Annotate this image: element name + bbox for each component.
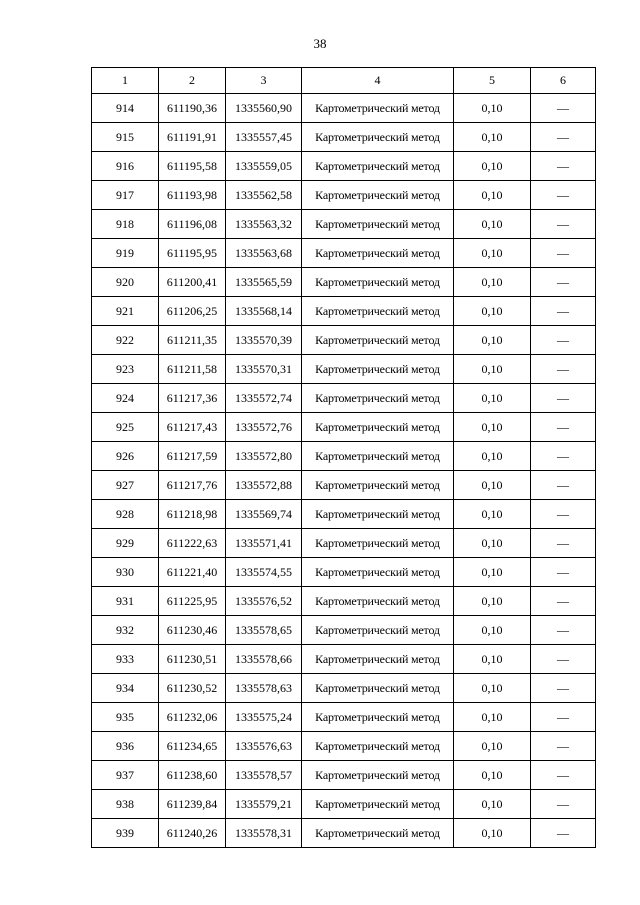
table-row — [92, 674, 596, 703]
y-coordinate-cell: 1335562,58 — [226, 181, 302, 210]
method-cell: Картометрический метод — [302, 326, 454, 355]
method-cell: Картометрический метод — [302, 210, 454, 239]
accuracy-cell: 0,10 — [454, 413, 531, 442]
y-coordinate-cell: 1335571,41 — [226, 529, 302, 558]
accuracy-cell: 0,10 — [454, 152, 531, 181]
y-coordinate-cell: 1335569,74 — [226, 500, 302, 529]
table-row — [92, 326, 596, 355]
table-row — [92, 152, 596, 181]
y-coordinate-cell: 1335560,90 — [226, 94, 302, 123]
table-row — [92, 268, 596, 297]
accuracy-cell: 0,10 — [454, 587, 531, 616]
table-row — [92, 181, 596, 210]
point-number-cell: 920 — [92, 268, 159, 297]
accuracy-cell: 0,10 — [454, 384, 531, 413]
column-header: 6 — [531, 68, 596, 94]
x-coordinate-cell: 611211,35 — [159, 326, 226, 355]
note-cell: — — [531, 297, 596, 326]
table-row — [92, 529, 596, 558]
x-coordinate-cell: 611195,58 — [159, 152, 226, 181]
table-row — [92, 442, 596, 471]
note-cell: — — [531, 94, 596, 123]
accuracy-cell: 0,10 — [454, 732, 531, 761]
accuracy-cell: 0,10 — [454, 210, 531, 239]
y-coordinate-cell: 1335563,32 — [226, 210, 302, 239]
point-number-cell: 939 — [92, 819, 159, 848]
y-coordinate-cell: 1335572,76 — [226, 413, 302, 442]
x-coordinate-cell: 611221,40 — [159, 558, 226, 587]
table-row — [92, 500, 596, 529]
point-number-cell: 922 — [92, 326, 159, 355]
method-cell: Картометрический метод — [302, 442, 454, 471]
x-coordinate-cell: 611191,91 — [159, 123, 226, 152]
point-number-cell: 927 — [92, 471, 159, 500]
x-coordinate-cell: 611196,08 — [159, 210, 226, 239]
x-coordinate-cell: 611217,76 — [159, 471, 226, 500]
accuracy-cell: 0,10 — [454, 471, 531, 500]
point-number-cell: 935 — [92, 703, 159, 732]
table-row — [92, 616, 596, 645]
table-row — [92, 94, 596, 123]
note-cell: — — [531, 471, 596, 500]
table-body — [92, 68, 596, 848]
y-coordinate-cell: 1335578,66 — [226, 645, 302, 674]
method-cell: Картометрический метод — [302, 616, 454, 645]
table-row — [92, 471, 596, 500]
point-number-cell: 923 — [92, 355, 159, 384]
method-cell: Картометрический метод — [302, 703, 454, 732]
accuracy-cell: 0,10 — [454, 500, 531, 529]
accuracy-cell: 0,10 — [454, 442, 531, 471]
note-cell: — — [531, 152, 596, 181]
table-row — [92, 703, 596, 732]
x-coordinate-cell: 611218,98 — [159, 500, 226, 529]
point-number-cell: 917 — [92, 181, 159, 210]
column-header: 5 — [454, 68, 531, 94]
accuracy-cell: 0,10 — [454, 645, 531, 674]
y-coordinate-cell: 1335572,88 — [226, 471, 302, 500]
x-coordinate-cell: 611200,41 — [159, 268, 226, 297]
x-coordinate-cell: 611234,65 — [159, 732, 226, 761]
table-row — [92, 790, 596, 819]
y-coordinate-cell: 1335576,63 — [226, 732, 302, 761]
accuracy-cell: 0,10 — [454, 94, 531, 123]
table-row — [92, 819, 596, 848]
method-cell: Картометрический метод — [302, 529, 454, 558]
method-cell: Картометрический метод — [302, 94, 454, 123]
accuracy-cell: 0,10 — [454, 181, 531, 210]
x-coordinate-cell: 611230,51 — [159, 645, 226, 674]
x-coordinate-cell: 611232,06 — [159, 703, 226, 732]
method-cell: Картометрический метод — [302, 239, 454, 268]
x-coordinate-cell: 611206,25 — [159, 297, 226, 326]
point-number-cell: 937 — [92, 761, 159, 790]
note-cell: — — [531, 587, 596, 616]
accuracy-cell: 0,10 — [454, 529, 531, 558]
note-cell: — — [531, 703, 596, 732]
table-row — [92, 123, 596, 152]
point-number-cell: 918 — [92, 210, 159, 239]
note-cell: — — [531, 442, 596, 471]
point-number-cell: 925 — [92, 413, 159, 442]
method-cell: Картометрический метод — [302, 297, 454, 326]
y-coordinate-cell: 1335578,63 — [226, 674, 302, 703]
y-coordinate-cell: 1335572,80 — [226, 442, 302, 471]
method-cell: Картометрический метод — [302, 761, 454, 790]
y-coordinate-cell: 1335578,57 — [226, 761, 302, 790]
y-coordinate-cell: 1335576,52 — [226, 587, 302, 616]
table-header-row — [92, 68, 596, 94]
note-cell: — — [531, 616, 596, 645]
point-number-cell: 934 — [92, 674, 159, 703]
note-cell: — — [531, 790, 596, 819]
table-row — [92, 355, 596, 384]
y-coordinate-cell: 1335575,24 — [226, 703, 302, 732]
point-number-cell: 933 — [92, 645, 159, 674]
table-row — [92, 239, 596, 268]
table-row — [92, 587, 596, 616]
note-cell: — — [531, 645, 596, 674]
accuracy-cell: 0,10 — [454, 761, 531, 790]
x-coordinate-cell: 611230,46 — [159, 616, 226, 645]
note-cell: — — [531, 500, 596, 529]
y-coordinate-cell: 1335565,59 — [226, 268, 302, 297]
note-cell: — — [531, 761, 596, 790]
y-coordinate-cell: 1335570,31 — [226, 355, 302, 384]
column-header: 4 — [302, 68, 454, 94]
accuracy-cell: 0,10 — [454, 297, 531, 326]
x-coordinate-cell: 611230,52 — [159, 674, 226, 703]
method-cell: Картометрический метод — [302, 268, 454, 297]
column-header: 1 — [92, 68, 159, 94]
accuracy-cell: 0,10 — [454, 674, 531, 703]
method-cell: Картометрический метод — [302, 645, 454, 674]
y-coordinate-cell: 1335579,21 — [226, 790, 302, 819]
x-coordinate-cell: 611217,36 — [159, 384, 226, 413]
method-cell: Картометрический метод — [302, 181, 454, 210]
table-row — [92, 558, 596, 587]
method-cell: Картометрический метод — [302, 674, 454, 703]
method-cell: Картометрический метод — [302, 500, 454, 529]
x-coordinate-cell: 611193,98 — [159, 181, 226, 210]
y-coordinate-cell: 1335570,39 — [226, 326, 302, 355]
point-number-cell: 931 — [92, 587, 159, 616]
x-coordinate-cell: 611217,59 — [159, 442, 226, 471]
point-number-cell: 930 — [92, 558, 159, 587]
coordinates-table — [91, 67, 596, 848]
x-coordinate-cell: 611225,95 — [159, 587, 226, 616]
method-cell: Картометрический метод — [302, 355, 454, 384]
y-coordinate-cell: 1335559,05 — [226, 152, 302, 181]
note-cell: — — [531, 239, 596, 268]
method-cell: Картометрический метод — [302, 819, 454, 848]
method-cell: Картометрический метод — [302, 732, 454, 761]
note-cell: — — [531, 732, 596, 761]
method-cell: Картометрический метод — [302, 587, 454, 616]
note-cell: — — [531, 384, 596, 413]
accuracy-cell: 0,10 — [454, 819, 531, 848]
accuracy-cell: 0,10 — [454, 268, 531, 297]
accuracy-cell: 0,10 — [454, 326, 531, 355]
x-coordinate-cell: 611195,95 — [159, 239, 226, 268]
column-header: 2 — [159, 68, 226, 94]
point-number-cell: 932 — [92, 616, 159, 645]
accuracy-cell: 0,10 — [454, 703, 531, 732]
y-coordinate-cell: 1335578,65 — [226, 616, 302, 645]
y-coordinate-cell: 1335563,68 — [226, 239, 302, 268]
point-number-cell: 916 — [92, 152, 159, 181]
x-coordinate-cell: 611190,36 — [159, 94, 226, 123]
method-cell: Картометрический метод — [302, 790, 454, 819]
table-row — [92, 297, 596, 326]
page-number: 38 — [313, 36, 327, 51]
note-cell: — — [531, 355, 596, 384]
accuracy-cell: 0,10 — [454, 239, 531, 268]
table-row — [92, 384, 596, 413]
y-coordinate-cell: 1335572,74 — [226, 384, 302, 413]
accuracy-cell: 0,10 — [454, 558, 531, 587]
x-coordinate-cell: 611240,26 — [159, 819, 226, 848]
x-coordinate-cell: 611222,63 — [159, 529, 226, 558]
accuracy-cell: 0,10 — [454, 355, 531, 384]
method-cell: Картометрический метод — [302, 152, 454, 181]
note-cell: — — [531, 819, 596, 848]
method-cell: Картометрический метод — [302, 413, 454, 442]
point-number-cell: 924 — [92, 384, 159, 413]
method-cell: Картометрический метод — [302, 384, 454, 413]
y-coordinate-cell: 1335574,55 — [226, 558, 302, 587]
point-number-cell: 929 — [92, 529, 159, 558]
point-number-cell: 919 — [92, 239, 159, 268]
table-row — [92, 210, 596, 239]
point-number-cell: 926 — [92, 442, 159, 471]
y-coordinate-cell: 1335557,45 — [226, 123, 302, 152]
y-coordinate-cell: 1335568,14 — [226, 297, 302, 326]
point-number-cell: 915 — [92, 123, 159, 152]
note-cell: — — [531, 413, 596, 442]
column-header: 3 — [226, 68, 302, 94]
note-cell: — — [531, 210, 596, 239]
y-coordinate-cell: 1335578,31 — [226, 819, 302, 848]
accuracy-cell: 0,10 — [454, 123, 531, 152]
method-cell: Картометрический метод — [302, 558, 454, 587]
note-cell: — — [531, 268, 596, 297]
x-coordinate-cell: 611211,58 — [159, 355, 226, 384]
table-row — [92, 761, 596, 790]
point-number-cell: 914 — [92, 94, 159, 123]
note-cell: — — [531, 558, 596, 587]
x-coordinate-cell: 611239,84 — [159, 790, 226, 819]
method-cell: Картометрический метод — [302, 471, 454, 500]
note-cell: — — [531, 326, 596, 355]
x-coordinate-cell: 611217,43 — [159, 413, 226, 442]
table-row — [92, 413, 596, 442]
note-cell: — — [531, 674, 596, 703]
table-row — [92, 732, 596, 761]
accuracy-cell: 0,10 — [454, 790, 531, 819]
table-row — [92, 645, 596, 674]
note-cell: — — [531, 529, 596, 558]
point-number-cell: 938 — [92, 790, 159, 819]
point-number-cell: 936 — [92, 732, 159, 761]
note-cell: — — [531, 123, 596, 152]
point-number-cell: 928 — [92, 500, 159, 529]
point-number-cell: 921 — [92, 297, 159, 326]
accuracy-cell: 0,10 — [454, 616, 531, 645]
method-cell: Картометрический метод — [302, 123, 454, 152]
note-cell: — — [531, 181, 596, 210]
x-coordinate-cell: 611238,60 — [159, 761, 226, 790]
